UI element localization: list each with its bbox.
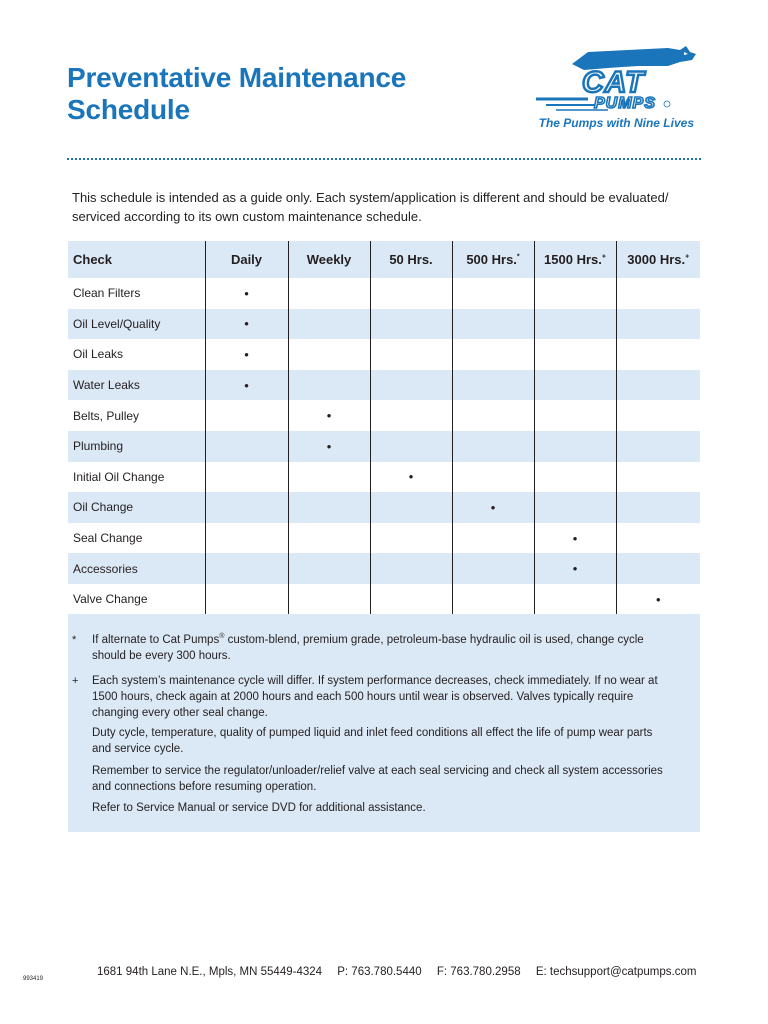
schedule-cell <box>205 309 288 340</box>
check-item-label: Seal Change <box>73 531 143 546</box>
schedule-cell <box>288 339 370 370</box>
cat-pumps-logo <box>528 44 704 134</box>
schedule-cell <box>452 400 534 431</box>
table-row <box>68 370 700 401</box>
table-row <box>68 523 700 554</box>
table-row <box>68 584 700 615</box>
schedule-cell <box>616 584 700 615</box>
schedule-cell <box>370 523 452 554</box>
schedule-cell <box>452 492 534 523</box>
schedule-cell <box>288 400 370 431</box>
intro-text: This schedule is intended as a guide only. Each system/application is different and should be evaluated/ serviced according to its own custom maintenance schedule. <box>72 190 669 224</box>
schedule-cell <box>288 309 370 340</box>
schedule-cell <box>370 553 452 584</box>
schedule-cell <box>534 523 616 554</box>
schedule-cell <box>205 400 288 431</box>
note-duty: Duty cycle, temperature, quality of pumped liquid and inlet feed conditions all effect the life of pump wear parts and service cycle. <box>92 727 653 755</box>
schedule-cell <box>534 339 616 370</box>
schedule-cell <box>370 278 452 309</box>
note-cycle: + Each system’s maintenance cycle will differ. If system performance decreases, check immediately. If no wear at 1500 hours, check again at 2000 hours and each 500 hours until wear is observed. Valves typically require changing every other seal change. <box>72 675 658 719</box>
brand-top: CAT <box>582 66 645 99</box>
schedule-cell <box>205 584 288 615</box>
bullet-mark: • <box>244 346 249 362</box>
check-item-label: Water Leaks <box>68 370 205 401</box>
check-item-label: Initial Oil Change <box>73 469 165 484</box>
schedule-cell <box>616 462 700 493</box>
schedule-cell <box>616 523 700 554</box>
schedule-cell <box>205 462 288 493</box>
bullet-mark: • <box>572 561 578 577</box>
note-manual: Refer to Service Manual or service DVD for additional assistance. <box>92 802 426 814</box>
schedule-cell <box>534 584 616 615</box>
maintenance-table <box>68 241 700 615</box>
footer <box>97 966 708 978</box>
header-weekly: Weekly <box>288 241 370 278</box>
table-row <box>68 431 700 462</box>
check-item-label: Accessories <box>68 553 205 584</box>
schedule-cell <box>288 492 370 523</box>
schedule-cell <box>534 400 616 431</box>
bullet-mark: • <box>490 499 496 515</box>
schedule-cell <box>452 523 534 554</box>
schedule-cell <box>452 553 534 584</box>
schedule-cell <box>205 278 288 309</box>
header-daily: Daily <box>205 241 288 278</box>
schedule-cell <box>370 584 452 615</box>
schedule-cell <box>616 309 700 340</box>
schedule-cell <box>616 278 700 309</box>
table-row <box>68 553 700 584</box>
table-row <box>68 400 700 431</box>
bullet-mark: • <box>326 438 332 454</box>
plus-mark: + <box>72 675 79 687</box>
table-header-row <box>68 241 700 278</box>
schedule-cell <box>616 492 700 523</box>
schedule-cell <box>288 584 370 615</box>
schedule-cell <box>534 553 616 584</box>
schedule-cell <box>370 339 452 370</box>
bullet-mark: • <box>572 530 578 546</box>
header-500-hrs: 500 Hrs.* <box>452 241 534 278</box>
bullet-mark: • <box>655 591 661 607</box>
check-item-label: Belts, Pulley <box>73 408 140 423</box>
header-3000-hrs: 3000 Hrs.+ <box>616 241 700 278</box>
schedule-cell <box>205 370 288 401</box>
schedule-cell <box>288 462 370 493</box>
schedule-cell <box>616 431 700 462</box>
schedule-cell <box>534 492 616 523</box>
schedule-cell <box>452 462 534 493</box>
bullet-mark: • <box>244 316 249 332</box>
schedule-cell <box>452 370 534 401</box>
footer-address: 1681 94th Lane N.E., Mpls, MN 55449-4324 <box>97 966 323 978</box>
schedule-cell <box>370 370 452 401</box>
header-check: Check <box>68 241 205 278</box>
dotted-divider <box>67 158 701 160</box>
schedule-cell <box>288 431 370 462</box>
check-item-label: Oil Level/Quality <box>68 309 205 340</box>
schedule-cell <box>452 309 534 340</box>
table-row <box>68 309 700 340</box>
bullet-mark: • <box>408 469 414 485</box>
schedule-cell <box>205 553 288 584</box>
footer-fax: F: 763.780.2958 <box>436 966 521 978</box>
schedule-cell <box>452 339 534 370</box>
bullet-mark: • <box>326 408 332 424</box>
schedule-cell <box>534 370 616 401</box>
schedule-cell <box>534 462 616 493</box>
tagline: The Pumps with Nine Lives <box>538 116 694 130</box>
note-regulator: Remember to service the regulator/unloader/relief valve at each seal servicing and check all system accessories and connections before resuming operation. <box>92 765 663 793</box>
footer-email: E: techsupport@catpumps.com <box>535 966 697 978</box>
check-item-label: Oil Change <box>68 492 205 523</box>
schedule-cell <box>452 278 534 309</box>
bullet-mark: • <box>244 285 249 301</box>
table-row <box>68 492 700 523</box>
check-item-label: Oil Leaks <box>73 347 124 362</box>
document-code: 993419 <box>23 976 44 982</box>
schedule-cell <box>452 584 534 615</box>
schedule-cell <box>534 309 616 340</box>
schedule-cell <box>370 492 452 523</box>
schedule-cell <box>288 370 370 401</box>
schedule-cell <box>370 431 452 462</box>
schedule-cell <box>370 400 452 431</box>
table-row <box>68 339 700 370</box>
brand-bottom: PUMPS <box>594 95 656 112</box>
schedule-cell <box>616 339 700 370</box>
table-body <box>68 278 700 615</box>
schedule-cell <box>616 400 700 431</box>
title-line-2: Schedule <box>67 94 190 125</box>
schedule-cell <box>288 278 370 309</box>
check-item-label: Plumbing <box>68 431 205 462</box>
table-row <box>68 278 700 309</box>
schedule-cell <box>288 523 370 554</box>
bullet-mark: • <box>244 377 249 393</box>
page-title <box>67 62 406 126</box>
schedule-cell <box>205 339 288 370</box>
schedule-cell <box>534 431 616 462</box>
check-item-label: Clean Filters <box>73 286 141 301</box>
schedule-cell <box>205 431 288 462</box>
check-item-label: Valve Change <box>73 592 148 607</box>
registered-mark-icon <box>664 101 670 107</box>
cat-logo-graphic <box>528 44 704 114</box>
schedule-cell <box>288 553 370 584</box>
schedule-cell <box>616 370 700 401</box>
title-line-1: Preventative Maintenance <box>67 62 407 93</box>
table-row <box>68 462 700 493</box>
schedule-cell <box>534 278 616 309</box>
schedule-cell <box>205 492 288 523</box>
asterisk-mark: * <box>72 634 77 646</box>
schedule-cell <box>370 309 452 340</box>
notes-box <box>68 614 700 832</box>
note-oil: * If alternate to Cat Pumps® custom-blend, premium grade, petroleum-base hydraulic oil is used, change cycle should be every 300 hours. <box>72 633 644 662</box>
footer-phone: P: 763.780.5440 <box>337 966 422 978</box>
schedule-cell <box>616 553 700 584</box>
schedule-cell <box>205 523 288 554</box>
header-50-hrs: 50 Hrs. <box>370 241 452 278</box>
schedule-cell <box>452 431 534 462</box>
schedule-cell <box>370 462 452 493</box>
header-1500-hrs: 1500 Hrs.+ <box>534 241 616 278</box>
